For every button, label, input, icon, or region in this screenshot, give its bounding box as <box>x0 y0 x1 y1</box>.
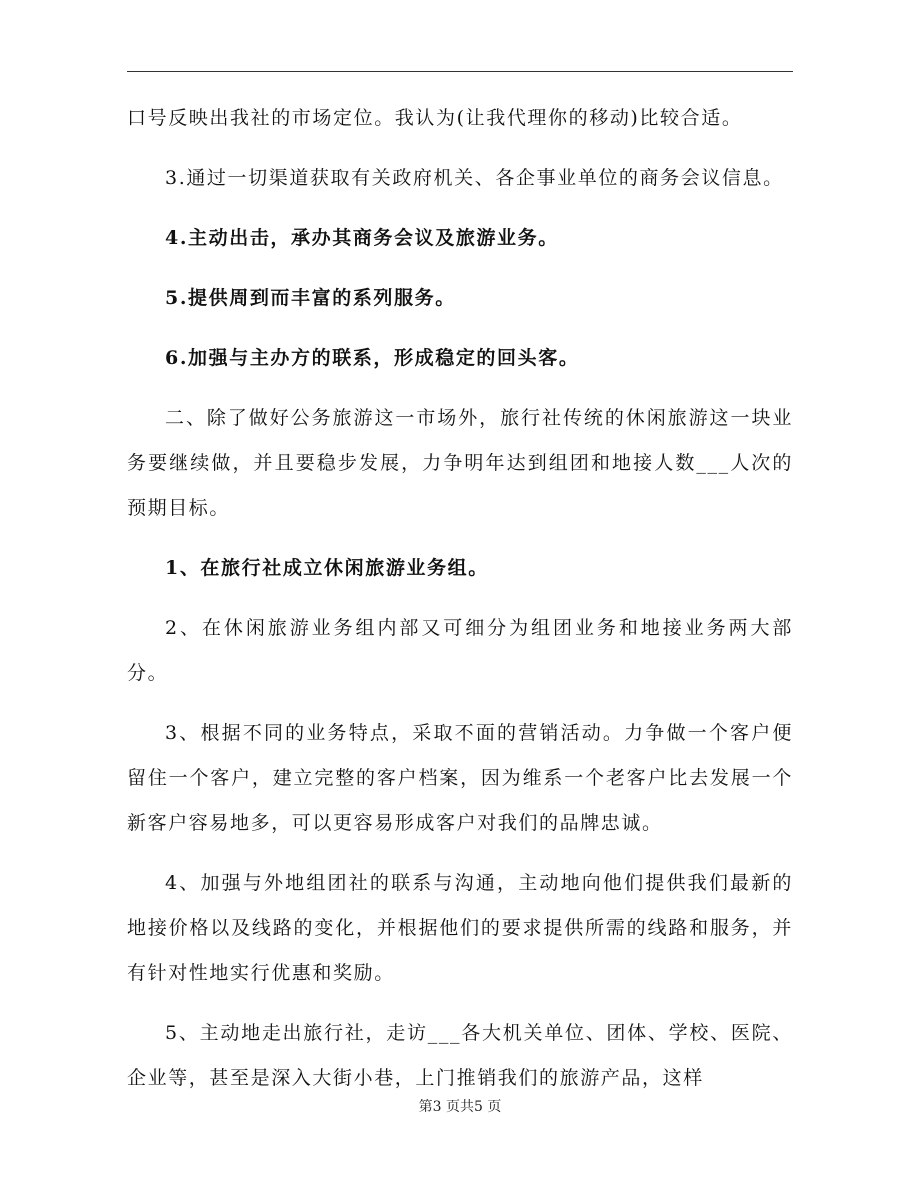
page-footer: 第3 页共5 页 <box>418 1099 502 1115</box>
paragraph-item-3: 3.通过一切渠道获取有关政府机关、各企事业单位的商务会议信息。 <box>165 167 784 189</box>
paragraph-slogan: 口号反映出我社的市场定位。我认为(让我代理你的移动)比较合适。 <box>127 107 743 129</box>
paragraph-leisure-3: 3、根据不同的业务特点，采取不面的营销活动。力争做一个客户便留住一个客户，建立完整的客户档案，因为维系一个老客户比去发展一个新客户容易地多，可以更容易形成客户对我们的品牌忠诚。 <box>127 722 793 834</box>
paragraph-item-6: 6.加强与主办方的联系，形成稳定的回头客。 <box>165 347 580 369</box>
paragraph-leisure-1: 1、在旅行社成立休闲旅游业务组。 <box>165 557 489 579</box>
paragraph-item-5: 5.提供周到而丰富的系列服务。 <box>165 287 456 309</box>
paragraph-section-2: 二、除了做好公务旅游这一市场外，旅行社传统的休闲旅游这一块业务要继续做，并且要稳步发展，力争明年达到组团和地接人数___人次的预期目标。 <box>127 407 793 519</box>
paragraph-leisure-5: 5、主动地走出旅行社，走访___各大机关单位、团体、学校、医院、企业等，甚至是深入大街小巷，上门推销我们的旅游产品，这样 <box>127 1022 793 1089</box>
header-rule <box>127 71 793 72</box>
paragraph-item-4: 4.主动出击，承办其商务会议及旅游业务。 <box>165 227 559 249</box>
paragraph-leisure-2: 2、在休闲旅游业务组内部又可细分为组团业务和地接业务两大部分。 <box>127 617 793 684</box>
document-body <box>127 96 793 1116</box>
paragraph-leisure-4: 4、加强与外地组团社的联系与沟通，主动地向他们提供我们最新的地接价格以及线路的变化，并根据他们的要求提供所需的线路和服务，并有针对性地实行优惠和奖励。 <box>127 872 793 984</box>
